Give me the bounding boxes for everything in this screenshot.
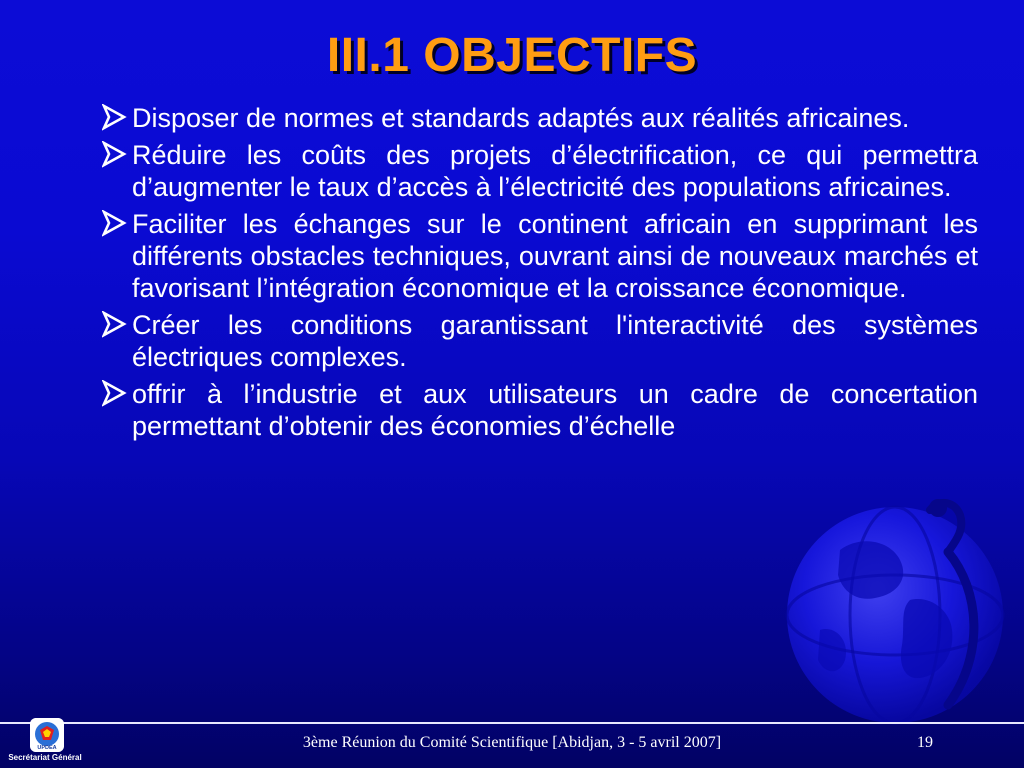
arrowhead-bullet-icon (102, 104, 128, 134)
list-item (102, 102, 978, 134)
bullet-list (102, 102, 978, 447)
footer-divider (0, 722, 1024, 724)
logo-caption: Secrétariat Général (8, 753, 82, 762)
list-item (102, 139, 978, 203)
globe-icon (780, 480, 1024, 740)
list-item (102, 208, 978, 304)
bullet-text: offrir à l’industrie et aux utilisateurs un cadre de concertation permettant d’obtenir des économies d’échelle (132, 379, 978, 441)
slide-title: III.1 OBJECTIFS (326, 29, 698, 82)
arrowhead-bullet-icon (102, 141, 128, 171)
page-number: 19 (917, 734, 933, 751)
bullet-text: Disposer de normes et standards adaptés aux réalités africaines. (132, 103, 910, 133)
arrowhead-bullet-icon (102, 380, 128, 410)
logo-badge-text: UPDEA (37, 745, 57, 751)
footer-caption: 3ème Réunion du Comité Scientifique [Abidjan, 3 - 5 avril 2007] (302, 734, 722, 751)
bullet-text: Faciliter les échanges sur le continent africain en supprimant les différents obstacles techniques, ouvrant ainsi de nouveaux marchés et favorisant l’intégration économique et la croissance économique. (132, 209, 978, 303)
arrowhead-bullet-icon (102, 210, 128, 240)
bullet-text: Réduire les coûts des projets d’électrification, ce qui permettra d’augmenter le taux d’accès à l’électricité des populations africaines. (132, 140, 978, 202)
arrowhead-bullet-icon (102, 311, 128, 341)
list-item (102, 378, 978, 442)
bullet-text: Créer les conditions garantissant l'interactivité des systèmes électriques complexes. (132, 310, 978, 372)
list-item (102, 309, 978, 373)
